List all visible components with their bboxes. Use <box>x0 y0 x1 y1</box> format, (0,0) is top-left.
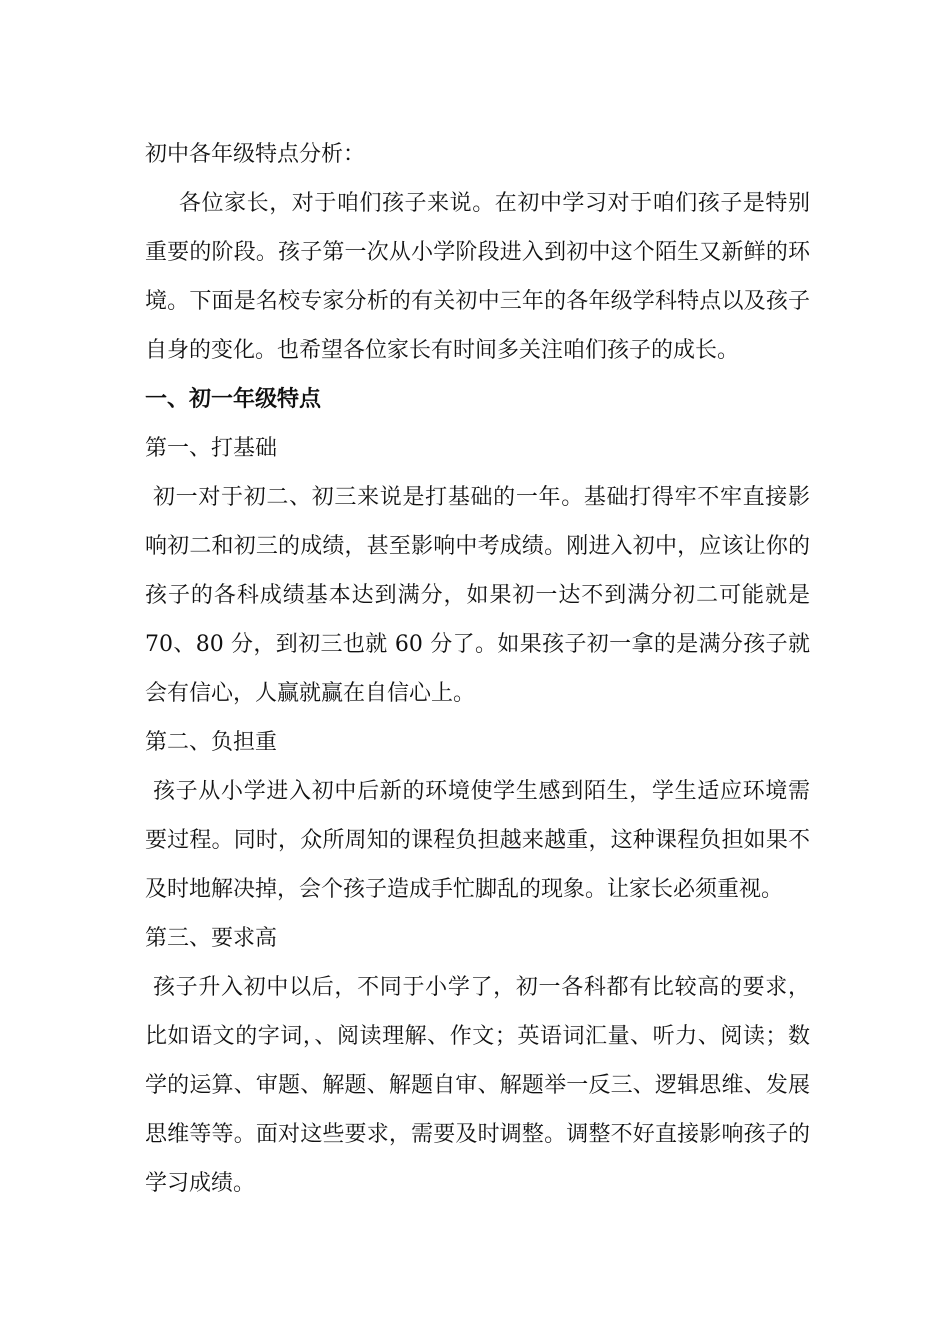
point-3-paragraph: 孩子升入初中以后，不同于小学了，初一各科都有比较高的要求，比如语文的字词，、阅读理解、作文；英语词汇量、听力、阅读；数学的运算、审题、解题、解题自审、解题举一反三、逻辑思维、发展思维等等。面对这些要求，需要及时调整。调整不好直接影响孩子的学习成绩。 <box>145 975 810 1196</box>
point-3-heading: 第三、要求高 <box>145 926 278 951</box>
document-body <box>145 130 810 1208</box>
section-heading: 一、初一年级特点 <box>145 387 322 412</box>
point-1-heading: 第一、打基础 <box>145 436 278 461</box>
intro-paragraph: 各位家长，对于咱们孩子来说。在初中学习对于咱们孩子是特别重要的阶段。孩子第一次从小学阶段进入到初中这个陌生又新鲜的环境。下面是名校专家分析的有关初中三年的各年级学科特点以及孩子自身的变化。也希望各位家长有时间多关注咱们孩子的成长。 <box>145 191 810 363</box>
point-2-paragraph: 孩子从小学进入初中后新的环境使学生感到陌生，学生适应环境需要过程。同时，众所周知的课程负担越来越重，这种课程负担如果不及时地解决掉，会个孩子造成手忙脚乱的现象。让家长必须重视。 <box>145 779 810 902</box>
point-1-paragraph: 初一对于初二、初三来说是打基础的一年。基础打得牢不牢直接影响初二和初三的成绩，甚至影响中考成绩。刚进入初中，应该让你的孩子的各科成绩基本达到满分，如果初一达不到满分初二可能就是 70、80 分，到初三也就 60 分了。如果孩子初一拿的是满分孩子就会有信心，人赢就赢在自信心上。 <box>145 485 810 706</box>
point-2-heading: 第二、负担重 <box>145 730 278 755</box>
document-title: 初中各年级特点分析： <box>145 142 366 167</box>
